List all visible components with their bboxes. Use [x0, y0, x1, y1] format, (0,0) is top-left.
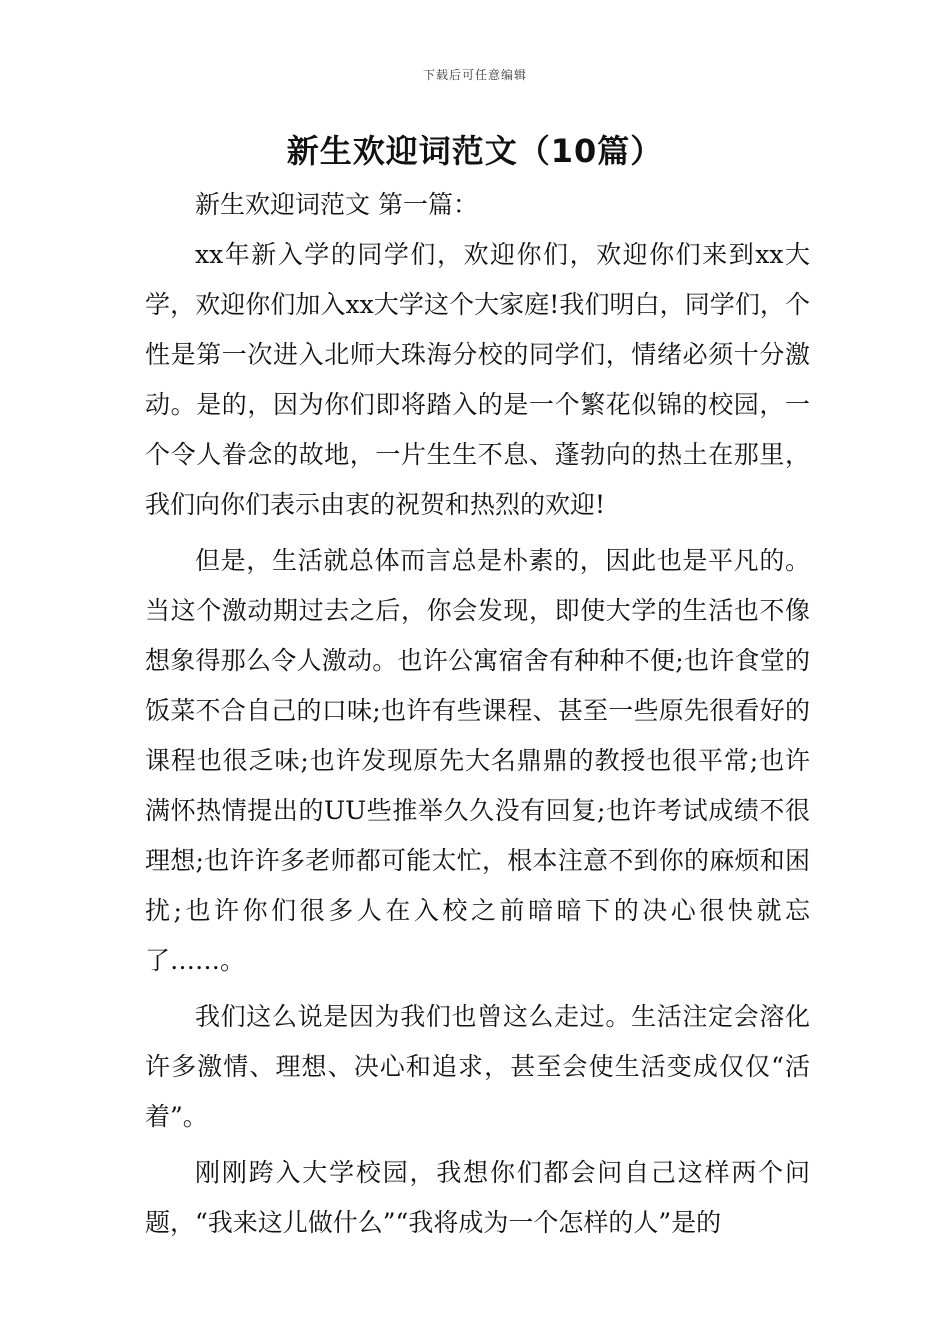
document-title: 新生欢迎词范文（10篇） — [286, 132, 664, 170]
header-note: 下载后可任意编辑 — [422, 68, 527, 82]
paragraph: 我们这么说是因为我们也曾这么走过。生活注定会溶化许多激情、理想、决心和追求，甚至会使生活变成仅仅“活着”。 — [145, 1002, 810, 1131]
paragraph: 但是，生活就总体而言总是朴素的，因此也是平凡的。当这个激动期过去之后，你会发现，即使大学的生活也不像想象得那么令人激动。也许公寓宿舍有种种不便;也许食堂的饭菜不合自己的口味;也许有些课程、甚至一些原先很看好的课程也很乏味;也许发现原先大名鼎鼎的教授也很平常;也许满怀热情提出的UU些推举久久没有回复;也许考试成绩不很理想;也许许多老师都可能太忙，根本注意不到你的麻烦和困扰;也许你们很多人在入校之前暗暗下的决心很快就忘了……。 — [145, 546, 810, 975]
paragraph: xx年新入学的同学们，欢迎你们，欢迎你们来到xx大学，欢迎你们加入xx大学这个大家庭!我们明白，同学们，个性是第一次进入北师大珠海分校的同学们，情绪必须十分激动。是的，因为你们即将踏入的是一个繁花似锦的校园，一个令人眷念的故地，一片生生不息、蓬勃向的热土在那里，我们向你们表示由衷的祝贺和热烈的欢迎! — [145, 240, 810, 519]
document-body — [145, 180, 810, 1248]
section-heading: 新生欢迎词范文 第一篇： — [195, 190, 478, 219]
paragraph: 刚刚跨入大学校园，我想你们都会问自己这样两个问题，“我来这儿做什么”“我将成为一个怎样的人”是的 — [145, 1158, 810, 1237]
